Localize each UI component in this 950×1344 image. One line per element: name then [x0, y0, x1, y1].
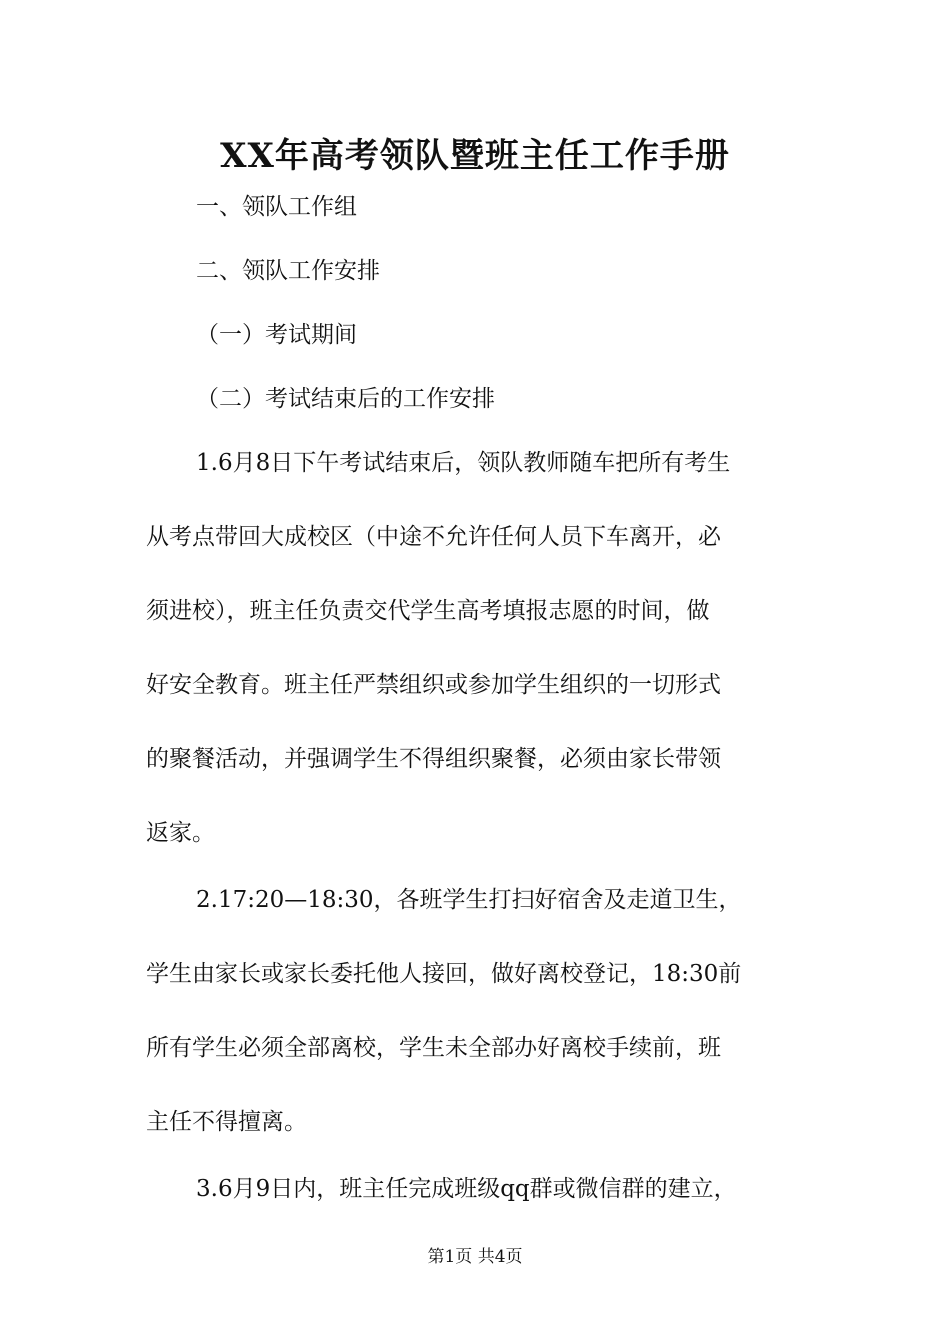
paragraph-1-line-5: 的聚餐活动，并强调学生不得组织聚餐，必须由家长带领	[146, 746, 721, 772]
paragraph-2-line-4: 主任不得擅离。	[146, 1109, 307, 1135]
paragraph-1-line-3: 须进校），班主任负责交代学生高考填报志愿的时间，做	[146, 598, 710, 624]
document-title: XX年高考领队暨班主任工作手册	[220, 136, 730, 176]
paragraph-1-line-1: 1.6月8日下午考试结束后，领队教师随车把所有考生	[196, 450, 731, 476]
subsection-heading-after-exam: （二）考试结束后的工作安排	[196, 386, 495, 412]
paragraph-2-line-3: 所有学生必须全部离校，学生未全部办好离校手续前，班	[146, 1035, 721, 1061]
section-heading-leader-group: 一、领队工作组	[196, 194, 357, 220]
page-footer: 第1页 共4页	[427, 1247, 523, 1267]
paragraph-2-line-1: 2.17:20—18:30，各班学生打扫好宿舍及走道卫生，	[196, 887, 742, 913]
subsection-heading-exam-period: （一）考试期间	[196, 322, 357, 348]
section-heading-leader-arrangement: 二、领队工作安排	[196, 258, 380, 284]
paragraph-2-line-2: 学生由家长或家长委托他人接回，做好离校登记，18:30前	[146, 961, 742, 987]
paragraph-1-line-6: 返家。	[146, 820, 215, 846]
paragraph-1-line-4: 好安全教育。班主任严禁组织或参加学生组织的一切形式	[146, 672, 721, 698]
paragraph-3-line-1: 3.6月9日内，班主任完成班级qq群或微信群的建立，	[196, 1176, 737, 1202]
paragraph-1-line-2: 从考点带回大成校区（中途不允许任何人员下车离开，必	[146, 524, 721, 550]
